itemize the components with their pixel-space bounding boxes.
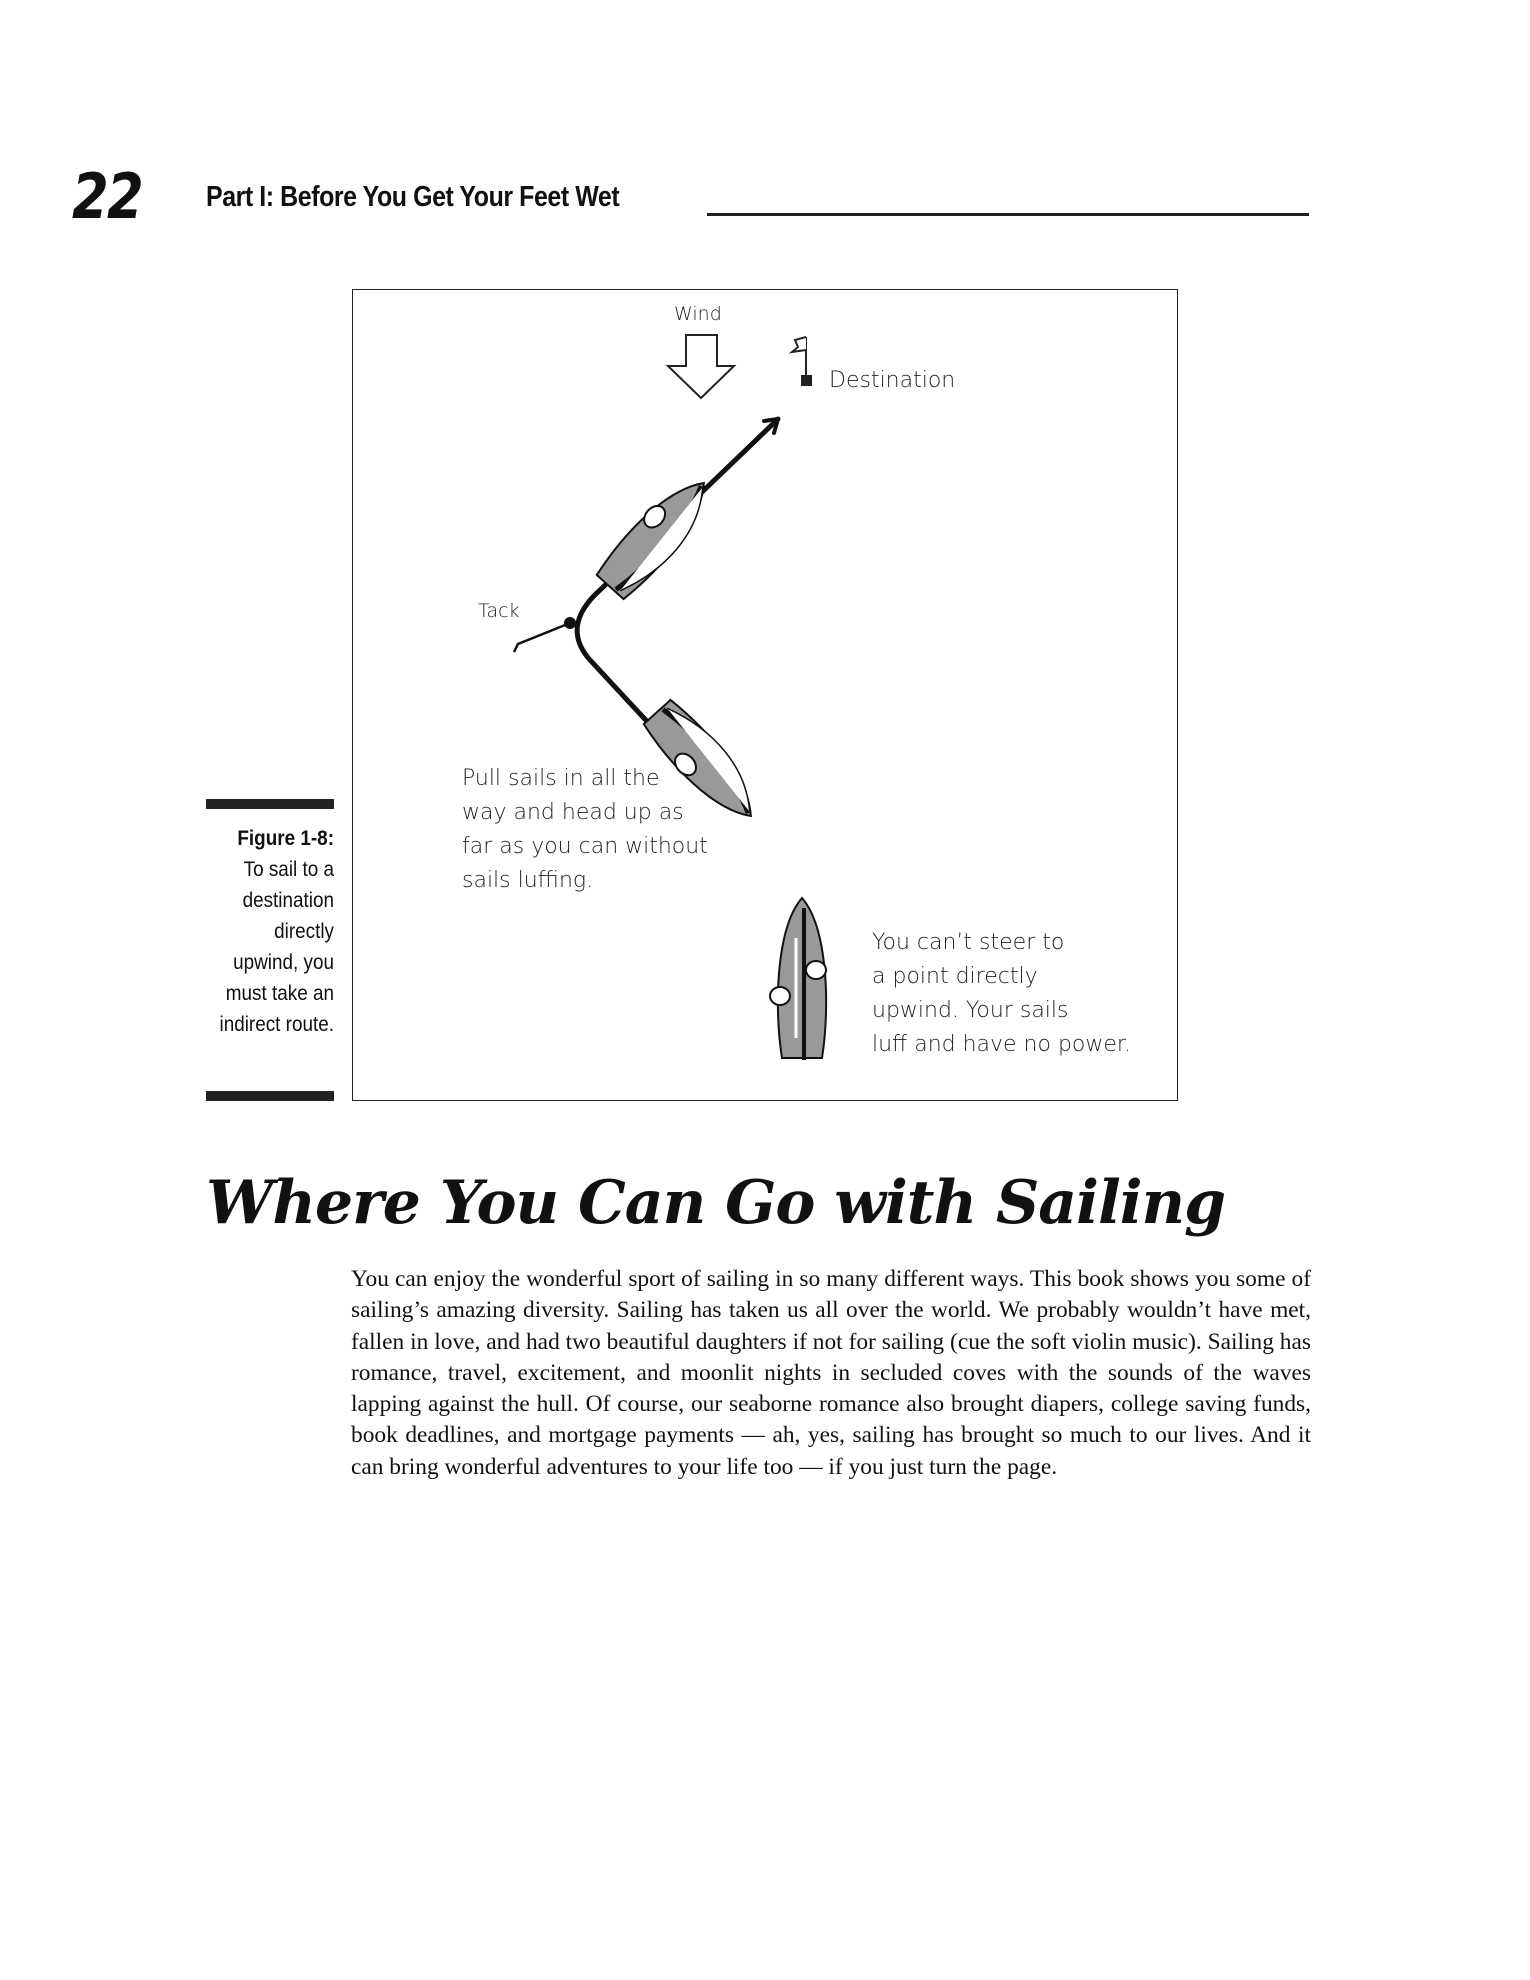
running-head: Part I: Before You Get Your Feet Wet <box>206 181 620 213</box>
destination-label: Destination <box>829 368 956 393</box>
note-line: upwind. Your sails <box>872 998 1069 1023</box>
tack-tail <box>514 623 570 652</box>
tack-label: Tack <box>478 600 520 622</box>
wind-arrow-icon <box>668 335 734 398</box>
note-line: luff and have no power. <box>872 1032 1131 1057</box>
note-line: a point directly <box>872 964 1038 989</box>
page-number: 22 <box>72 160 142 233</box>
boat-head-to-wind-icon <box>770 898 826 1060</box>
note-line: sails luffing. <box>462 868 594 893</box>
note-line: far as you can without <box>462 834 708 859</box>
note-line: way and head up as <box>462 800 684 825</box>
cant-steer-note <box>872 926 1131 1062</box>
note-line: You can’t steer to <box>872 930 1065 955</box>
note-line: Pull sails in all the <box>462 766 660 791</box>
pull-sails-note <box>462 762 708 898</box>
boat-close-hauled-upper-icon <box>593 468 722 604</box>
figure-caption-text: To sail to a destination directly upwind, you must take an indirect route. <box>219 858 334 1036</box>
section-heading: Where You Can Go with Sailing <box>206 1168 1226 1238</box>
destination-flag-icon <box>792 337 811 385</box>
body-paragraph: You can enjoy the wonderful sport of sailing in so many different ways. This book shows you some of sailing’s amazing diversity. Sailing has taken us all over the world. We probably wouldn’t have met, fallen in love, and had two beautiful daughters if not for sailing (cue the soft violin music). Sailing has romance, travel, excitement, and moonlit nights in secluded coves with the sounds of the waves lapping against the hull. Of course, our seaborne romance also brought diapers, college saving funds, book deadlines, and mortgage payments — ah, yes, sailing has brought so much to our lives. And it can bring wonderful adventures to your life too — if you just turn the page. <box>351 1266 1311 1480</box>
figure-label: Figure 1-8: <box>237 827 334 850</box>
wind-label: Wind <box>674 303 722 325</box>
